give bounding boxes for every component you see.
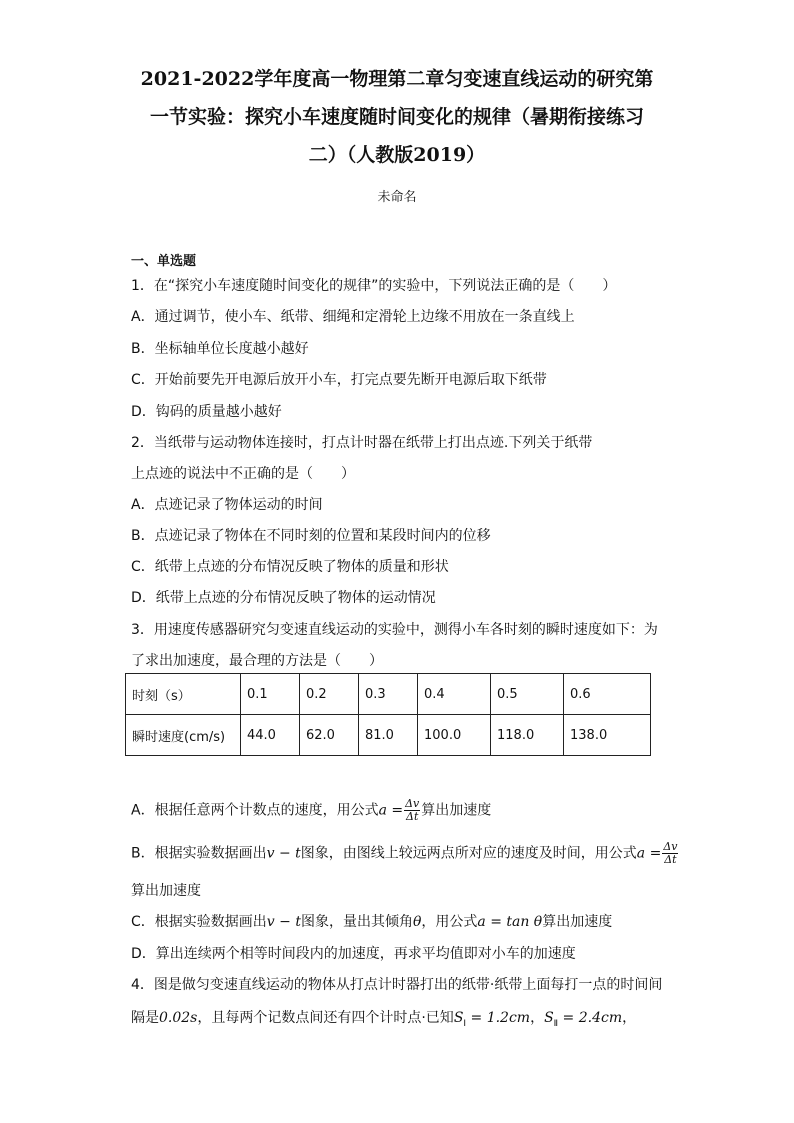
title-line-2: 一节实验：探究小车速度随时间变化的规律（暑期衔接练习 [149, 106, 644, 128]
q4-stem-line-1: 4．图是做匀变速直线运动的物体从打点计时器打出的纸带·纸带上面每打一点的时间间 [131, 977, 663, 993]
table-cell: 0.5 [491, 674, 564, 715]
q1-option-b: B．坐标轴单位长度越小越好 [131, 341, 309, 357]
fraction-dv-dt: $\frac{\Delta v}{\Delta t}$ [405, 797, 420, 823]
q3-option-a: A．根据任意两个计数点的速度，用公式a = $\frac{\Delta v}{\Delta t}$ 算出加速度 [131, 797, 492, 823]
q1-option-d: D．钩码的质量越小越好 [131, 404, 282, 420]
table-cell: 0.3 [359, 674, 418, 715]
fraction-dv-dt: $\frac{\Delta v}{\Delta t}$ [663, 840, 678, 866]
q3-stem-line-2: 了求出加速度，最合理的方法是（ ） [131, 653, 383, 669]
table-cell: 62.0 [300, 715, 359, 756]
author: 未命名 [377, 190, 417, 205]
q4-stem-line-2: 隔是0.02s，且每两个记数点间还有四个计时点·已知$S_Ⅰ = 1.2cm$，$S_Ⅱ = 2.4cm$， [131, 1010, 637, 1029]
q3-option-d: D．算出连续两个相等时间段内的加速度，再求平均值即对小车的加速度 [131, 946, 576, 962]
velocity-table [125, 673, 651, 756]
q2-option-c: C．纸带上点迹的分布情况反映了物体的质量和形状 [131, 559, 449, 575]
q3-option-c: C．根据实验数据画出v − t图象，量出其倾角θ，用公式a = tan θ算出加速度 [131, 914, 613, 930]
table-cell: 100.0 [418, 715, 491, 756]
q2-stem-line-2: 上点迹的说法中不正确的是（ ） [131, 466, 355, 482]
q1-stem: 1．在“探究小车速度随时间变化的规律”的实验中，下列说法正确的是（ ） [131, 278, 617, 294]
table-cell: 0.2 [300, 674, 359, 715]
q1-option-c: C．开始前要先开电源后放开小车，打完点要先断开电源后取下纸带 [131, 372, 547, 388]
section-heading: 一、单选题 [131, 254, 197, 269]
table-cell: 0.1 [241, 674, 300, 715]
table-cell: 138.0 [564, 715, 651, 756]
q3-option-b-line-2: 算出加速度 [131, 883, 201, 899]
table-cell: 44.0 [241, 715, 300, 756]
title-line-3: 二）（人教版2019） [308, 144, 486, 166]
table-cell: 118.0 [491, 715, 564, 756]
title-line-1: 2021-2022学年度高一物理第二章匀变速直线运动的研究第 [140, 68, 654, 90]
q2-option-d: D．纸带上点迹的分布情况反映了物体的运动情况 [131, 590, 436, 606]
q1-option-a: A．通过调节，使小车、纸带、细绳和定滑轮上边缘不用放在一条直线上 [131, 309, 575, 325]
table-cell: 0.6 [564, 674, 651, 715]
q2-option-a: A．点迹记录了物体运动的时间 [131, 497, 323, 513]
table-row [126, 674, 651, 715]
table-cell: 0.4 [418, 674, 491, 715]
q3-stem-line-1: 3．用速度传感器研究匀变速直线运动的实验中，测得小车各时刻的瞬时速度如下：为 [131, 622, 658, 638]
table-cell: 81.0 [359, 715, 418, 756]
q2-option-b: B．点迹记录了物体在不同时刻的位置和某段时间内的位移 [131, 528, 491, 544]
document-title [110, 60, 684, 174]
table-header-cell: 时刻（s） [126, 674, 241, 715]
q2-stem-line-1: 2．当纸带与运动物体连接时，打点计时器在纸带上打出点迹.下列关于纸带 [131, 435, 593, 451]
table-row [126, 715, 651, 756]
table-header-cell: 瞬时速度(cm/s) [126, 715, 241, 756]
q3-option-b: B．根据实验数据画出v − t图象，由图线上较远两点所对应的速度及时间，用公式a = $\frac{\Delta v}{\Delta t}$ [131, 840, 678, 866]
